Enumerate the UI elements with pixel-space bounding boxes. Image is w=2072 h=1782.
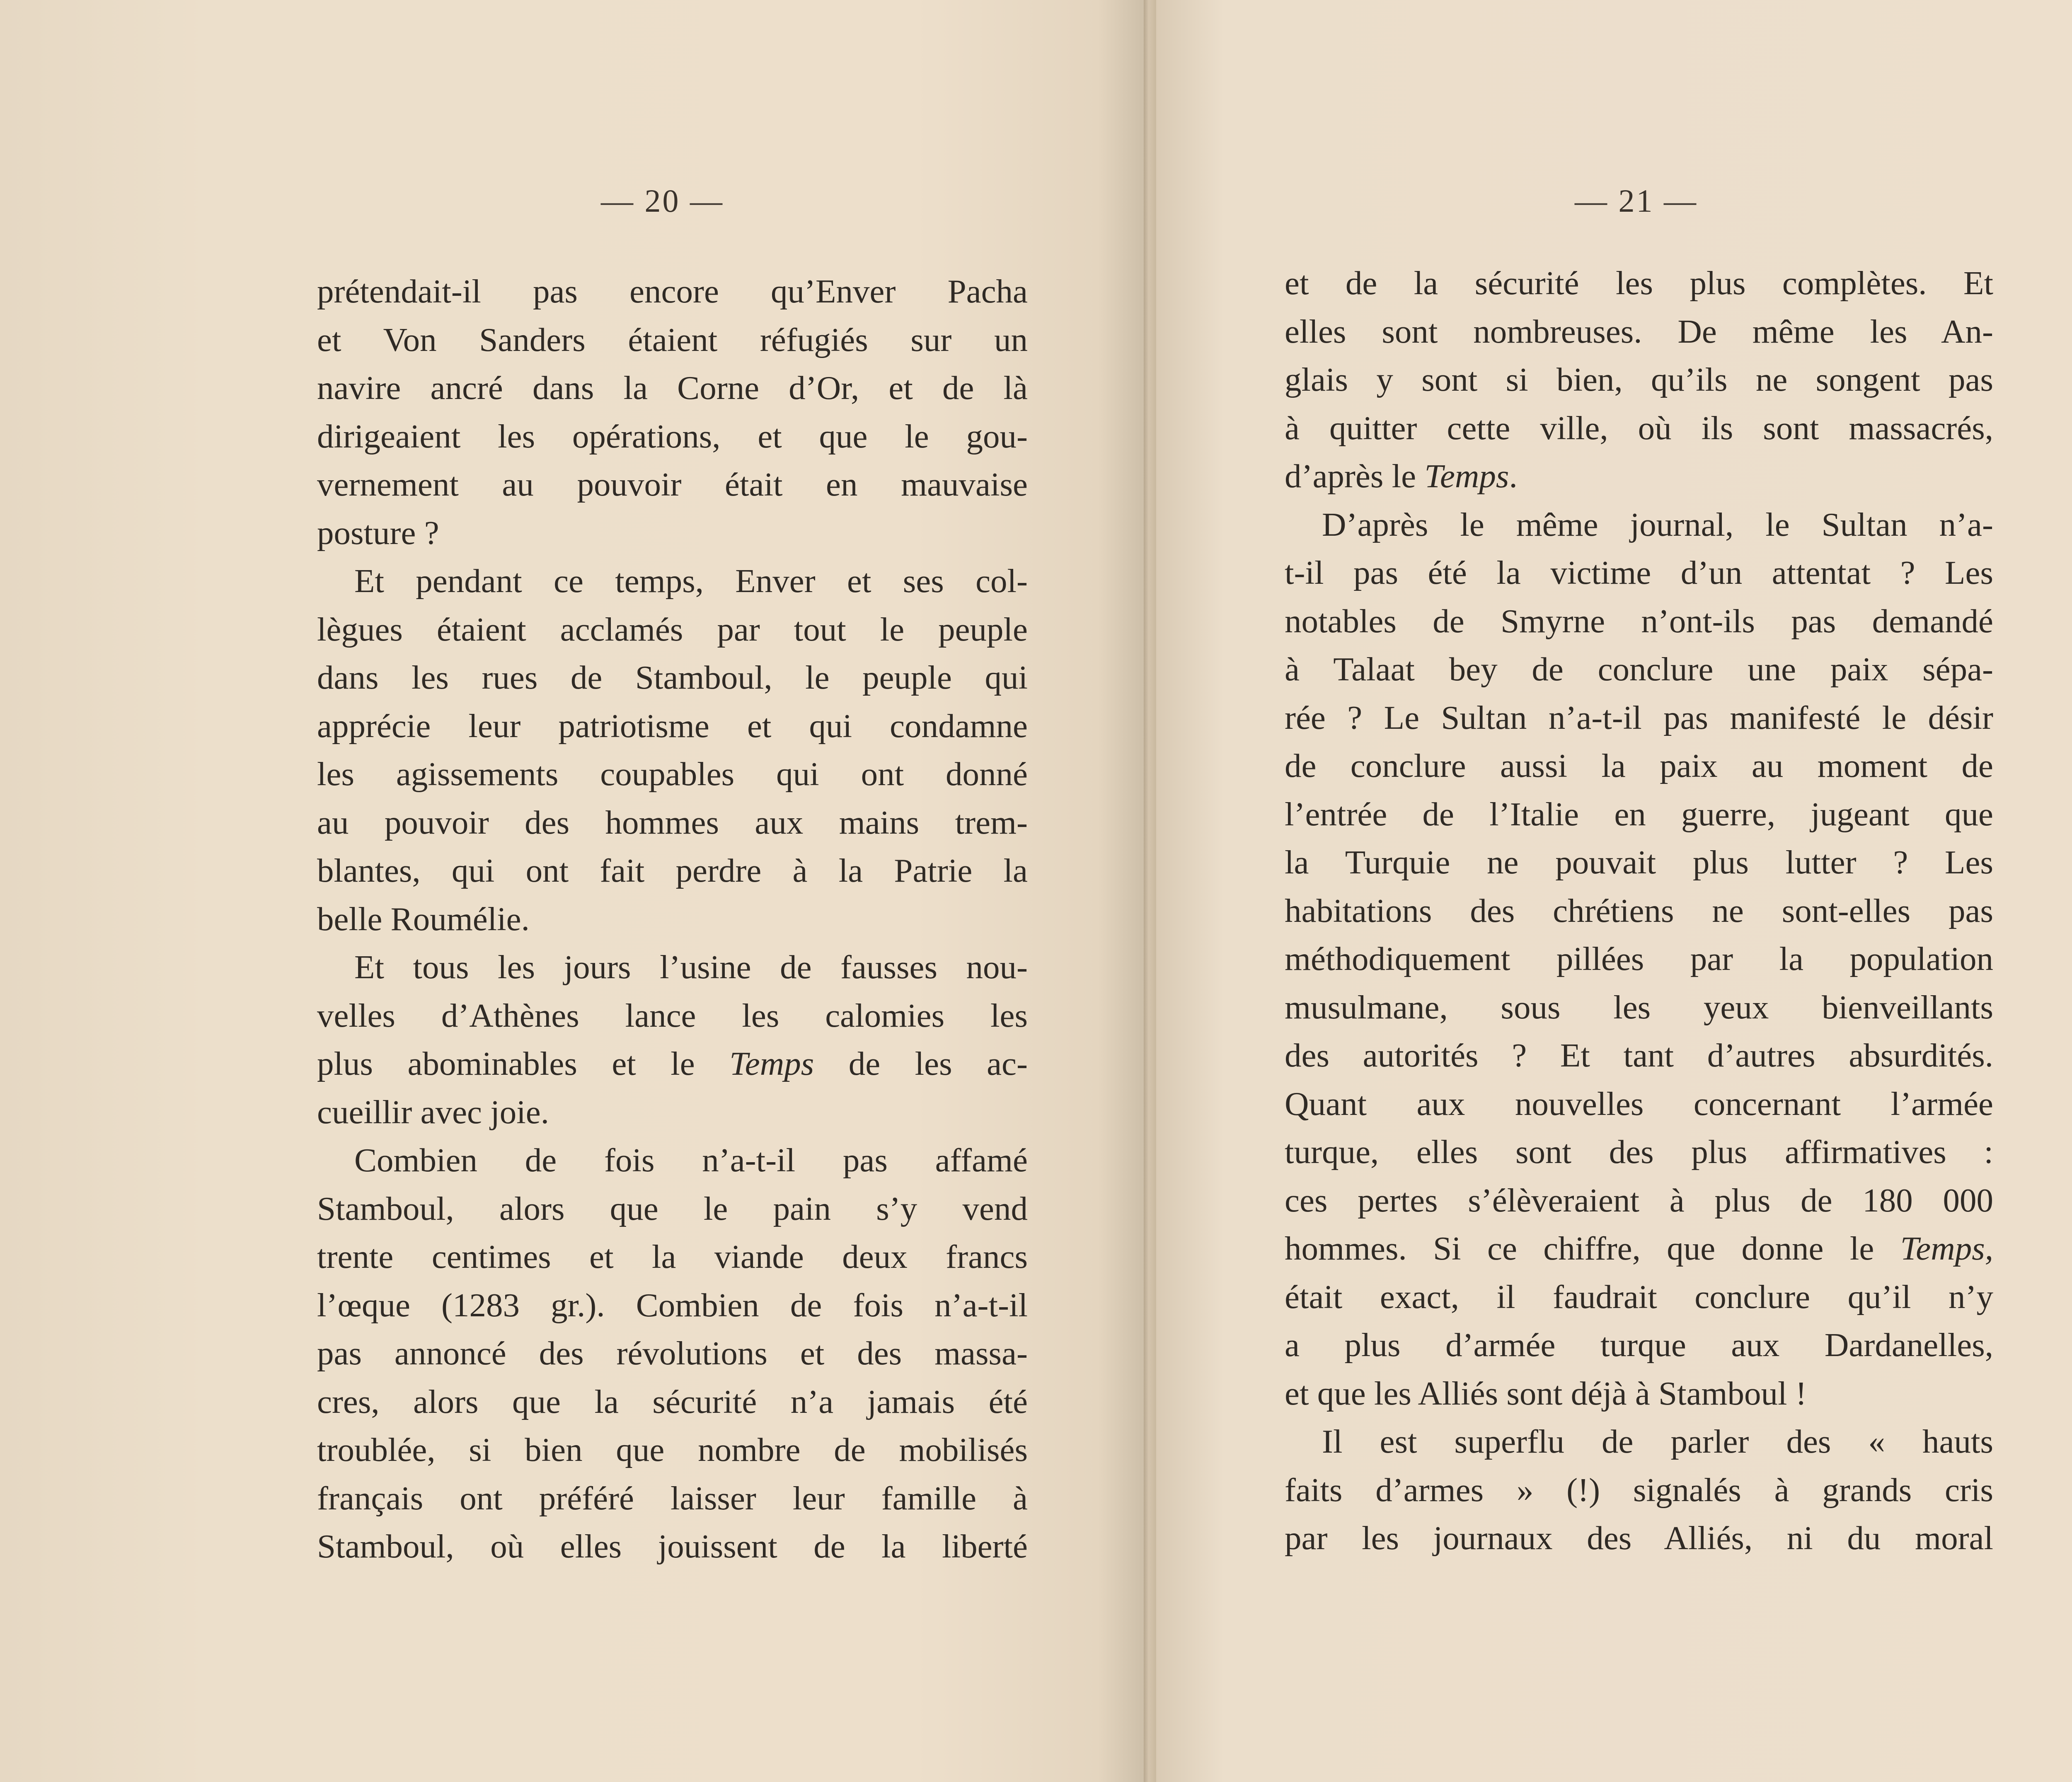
italic-title: Temps [729, 1045, 814, 1082]
text-line: Et pendant ce temps, Enver et ses col- [354, 562, 1028, 600]
text-line: Et tous les jours l’usine de fausses nou- [354, 948, 1028, 986]
page-number-right: — 21 — [1575, 183, 1698, 219]
text-line: pas annoncé des révolutions et des massa- [317, 1335, 1028, 1372]
text-line: trente centimes et la viande deux francs [317, 1238, 1028, 1275]
text-line: turque, elles sont des plus affirmatives : [1285, 1133, 1993, 1170]
right-page [1156, 0, 2072, 1782]
right-page-text [1285, 259, 1993, 1562]
text-line: ces pertes s’élèveraient à plus de 180 000 [1285, 1181, 1993, 1219]
text-line: Stamboul, alors que le pain s’y vend [317, 1190, 1028, 1227]
gutter [1144, 0, 1156, 1782]
text-line [317, 1040, 1028, 1088]
text-line: notables de Smyrne n’ont-ils pas demandé [1285, 602, 1993, 640]
text-line: a plus d’armée turque aux Dardanelles, [1285, 1326, 1993, 1364]
text-line: dans les rues de Stamboul, le peuple qui [317, 659, 1028, 696]
text-line: par les journaux des Alliés, ni du moral [1285, 1519, 1993, 1557]
text-line: et Von Sanders étaient réfugiés sur un [317, 321, 1028, 358]
text-line: des autorités ? Et tant d’autres absurdités. [1285, 1037, 1993, 1074]
text-line: prétendait-il pas encore qu’Enver Pacha [317, 273, 1028, 310]
text-line: au pouvoir des hommes aux mains trem- [317, 803, 1028, 841]
text-line [1285, 452, 1993, 501]
text-line [1285, 1224, 1993, 1273]
text-line: blantes, qui ont fait perdre à la Patrie la [317, 852, 1028, 889]
text-line: méthodiquement pillées par la population [1285, 940, 1993, 977]
left-page-text [317, 267, 1028, 1571]
text-line: dirigeaient les opérations, et que le gou- [317, 417, 1028, 455]
text-line: rée ? Le Sultan n’a-t-il pas manifesté le désir [1285, 699, 1993, 736]
text-line: cres, alors que la sécurité n’a jamais été [317, 1383, 1028, 1420]
text-run: . [1509, 457, 1518, 495]
text-line: l’œque (1283 gr.). Combien de fois n’a-t-il [317, 1286, 1028, 1324]
text-line: Quant aux nouvelles concernant l’armée [1285, 1085, 1993, 1122]
text-line: t-il pas été la victime d’un attentat ? Les [1285, 554, 1993, 591]
text-line: apprécie leur patriotisme et qui condamne [317, 707, 1028, 745]
text-line: l’entrée de l’Italie en guerre, jugeant que [1285, 795, 1993, 833]
text-line: et de la sécurité les plus complètes. Et [1285, 264, 1993, 302]
text-line: elles sont nombreuses. De même les An- [1285, 312, 1993, 350]
text-line: glais y sont si bien, qu’ils ne songent pas [1285, 361, 1993, 398]
text-line: de conclure aussi la paix au moment de [1285, 747, 1993, 784]
text-line: Combien de fois n’a-t-il pas affamé [354, 1141, 1028, 1179]
text-line: et que les Alliés sont déjà à Stamboul ! [1285, 1374, 1807, 1412]
text-line: velles d’Athènes lance les calomies les [317, 996, 1028, 1034]
text-line: troublée, si bien que nombre de mobilisés [317, 1431, 1028, 1468]
text-run: hommes. Si ce chiffre, que donne le [1285, 1230, 1900, 1267]
text-line: faits d’armes » (!) signalés à grands cris [1285, 1471, 1993, 1509]
text-line: Il est superflu de parler des « hauts [1322, 1423, 1993, 1460]
text-run: d’après le [1285, 457, 1425, 495]
text-line: à quitter cette ville, où ils sont massacrés, [1285, 409, 1993, 447]
text-line: habitations des chrétiens ne sont-elles pas [1285, 892, 1993, 929]
text-line: D’après le même journal, le Sultan n’a- [1322, 505, 1993, 543]
italic-title: Temps [1424, 457, 1509, 495]
text-line: posture ? [317, 514, 439, 551]
italic-title: Temps, [1900, 1230, 1993, 1267]
text-run: de les ac- [814, 1045, 1028, 1082]
page-number-left: — 20 — [601, 183, 724, 219]
text-line: cueillir avec joie. [317, 1093, 549, 1131]
text-line: Stamboul, où elles jouissent de la liberté [317, 1528, 1028, 1565]
text-line: belle Roumélie. [317, 900, 530, 938]
text-line: lègues étaient acclamés par tout le peuple [317, 610, 1028, 648]
text-line: navire ancré dans la Corne d’Or, et de là [317, 369, 1028, 406]
text-run: plus abominables et le [317, 1045, 730, 1082]
text-line: la Turquie ne pouvait plus lutter ? Les [1285, 844, 1993, 881]
text-line: les agissements coupables qui ont donné [317, 755, 1028, 793]
text-line: à Talaat bey de conclure une paix sépa- [1285, 650, 1993, 688]
text-line: musulmane, sous les yeux bienveillants [1285, 988, 1993, 1026]
text-line: français ont préféré laisser leur famille à [317, 1479, 1028, 1517]
text-line: vernement au pouvoir était en mauvaise [317, 466, 1028, 503]
text-line: était exact, il faudrait conclure qu’il n’y [1285, 1278, 1993, 1315]
